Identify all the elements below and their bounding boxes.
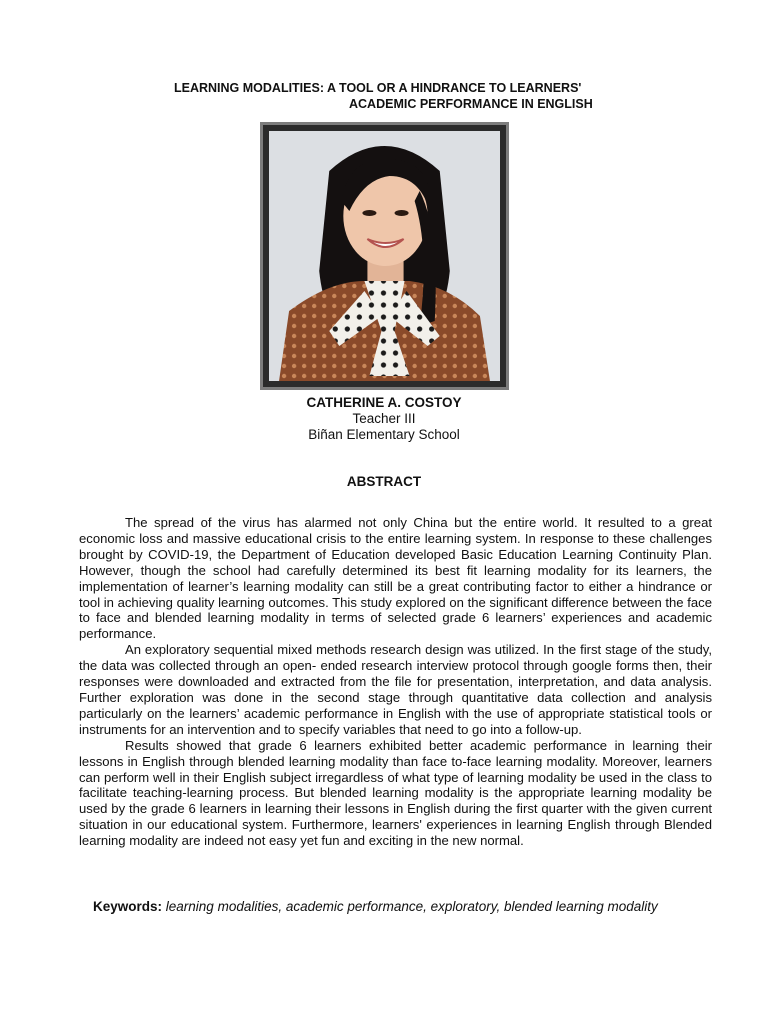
author-position: Teacher III xyxy=(352,411,416,426)
author-info xyxy=(0,395,768,443)
title-line-1: LEARNING MODALITIES: A TOOL OR A HINDRANCE TO LEARNERS' xyxy=(174,81,582,95)
abstract-paragraph-2: An exploratory sequential mixed methods research design was utilized. In the first stage of the study, the data was collected through an open- ended research interview protocol through google forms then, their responses were downloaded and extracted from the file for presentation, interpretation, and data analysis. Further exploration was done in the second stage through quantitative data collection and analysis particularly on the learners’ academic performance in English with the use of appropriate statistical tools or instruments for an intervention and to specify variables that need to go into a follow-up. xyxy=(79,642,712,737)
abstract-paragraph-1: The spread of the virus has alarmed not only China but the entire world. It resulted to a great economic loss and massive educational crisis to the entire learning system. In response to these challenges brought by COVID-19, the Department of Education developed Basic Education Learning Continuity Plan. However, though the school had carefully determined its best fit learning modality for its learners, the implementation of learner’s learning modality can still be a great contributing factor to either a hindrance or tool in achieving quality learning outcomes. This study explored on the significant difference between the face to face and blended learning modality in terms of selected grade 6 learners’ experiences and academic performance. xyxy=(79,515,712,642)
title-line-2: ACADEMIC PERFORMANCE IN ENGLISH xyxy=(349,97,593,111)
keywords-label: Keywords: xyxy=(93,899,163,914)
keywords-text: learning modalities, academic performance, exploratory, blended learning modality xyxy=(162,899,658,914)
author-photo xyxy=(269,131,500,381)
author-portrait-image xyxy=(269,131,500,381)
abstract-paragraph-3: Results showed that grade 6 learners exhibited better academic performance in learning their lessons in English through blended learning modality than face to-face learning modality. Moreover, learners can perform well in their English subject irregardless of what type of learning modality be used in the class to facilitate teaching-learning process. But blended learning modality is the appropriate learning modality be used by the grade 6 learners in learning their lessons in English during the first quarter with the given current situation in our educational system. Furthermore, learners' experiences in learning English through Blended learning modality are indeed not easy yet fun and exciting in the new normal. xyxy=(79,737,712,849)
author-name: CATHERINE A. COSTOY xyxy=(306,395,462,410)
keywords-line xyxy=(93,899,733,914)
paper-title xyxy=(0,80,768,112)
author-school: Biñan Elementary School xyxy=(308,427,460,442)
abstract-heading: ABSTRACT xyxy=(346,474,422,489)
author-photo-frame xyxy=(260,122,509,390)
abstract-body xyxy=(79,515,712,849)
